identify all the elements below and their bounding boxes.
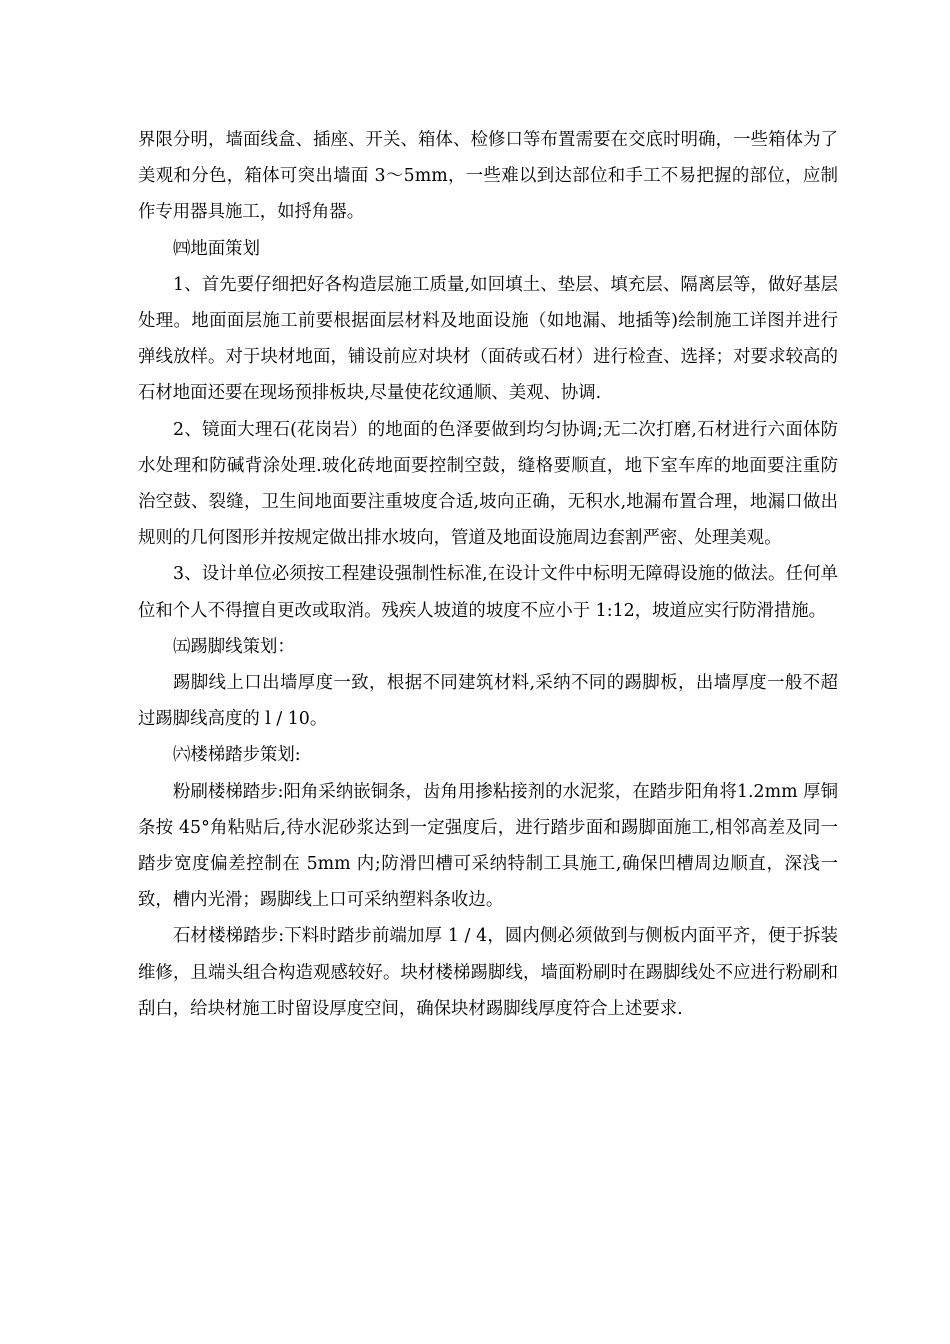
paragraph-floor-item-1: 1、首先要仔细把好各构造层施工质量,如回填土、垫层、填充层、隔离层等，做好基层处理。地面面层施工前要根据面层材料及地面设施（如地漏、地插等)绘制施工详图并进行弹线放样。对于块材地面，铺设前应对块材（面砖或石材）进行检查、选择；对要求较高的石材地面还要在现场预排板块,尽量使花纹通顺、美观、协调.	[138, 274, 838, 404]
section-heading-skirting-planning: ㈤踢脚线策划：	[173, 636, 295, 657]
document-body	[138, 122, 838, 1027]
paragraph-skirting: 踢脚线上口出墙厚度一致，根据不同建筑材料,采纳不同的踢脚板，出墙厚度一般不超过踢脚线高度的 l / 10。	[138, 673, 838, 730]
paragraph-plastered-stairs: 粉刷楼梯踏步:阳角采纳嵌铜条，齿角用掺粘接剂的水泥浆，在踏步阳角将1.2mm 厚铜条按 45°角粘贴后,待水泥砂浆达到一定强度后，进行踏步面和踢脚面施工,相邻高差及同一踏步宽度偏差控制在 5mm 内;防滑凹槽可采纳特制工具施工,确保凹槽周边顺直，深浅一致，槽内光滑；踢脚线上口可采纳塑料条收边。	[138, 781, 838, 911]
paragraph-floor-item-3: 3、设计单位必须按工程建设强制性标准,在设计文件中标明无障碍设施的做法。任何单位和个人不得擅自更改或取消。残疾人坡道的坡度不应小于 1:12，坡道应实行防滑措施。	[138, 564, 838, 621]
section-heading-floor-planning: ㈣地面策划	[173, 238, 260, 259]
paragraph-wall-layout-continuation: 界限分明，墙面线盒、插座、开关、箱体、检修口等布置需要在交底时明确，一些箱体为了美观和分色，箱体可突出墙面 3～5mm，一些难以到达部位和手工不易把握的部位，应制作专用器具施工，如捋角器。	[138, 130, 838, 223]
paragraph-floor-item-2: 2、镜面大理石(花岗岩）的地面的色泽要做到均匀协调;无二次打磨,石材进行六面体防水处理和防碱背涂处理.玻化砖地面要控制空鼓，缝格要顺直，地下室车库的地面要注重防治空鼓、裂缝，卫生间地面要注重坡度合适,坡向正确，无积水,地漏布置合理，地漏口做出规则的几何图形并按规定做出排水坡向，管道及地面设施周边套割严密、处理美观。	[138, 419, 838, 549]
paragraph-stone-stairs: 石材楼梯踏步:下料时踏步前端加厚 1 / 4，圆内侧必须做到与侧板内面平齐，便于拆装维修，且端头组合构造观感较好。块材楼梯踢脚线，墙面粉刷时在踢脚线处不应进行粉刷和刮白，给块材施工时留设厚度空间，确保块材踢脚线厚度符合上述要求.	[138, 926, 838, 1019]
section-heading-stair-planning: ㈥楼梯踏步策划:	[173, 745, 301, 766]
